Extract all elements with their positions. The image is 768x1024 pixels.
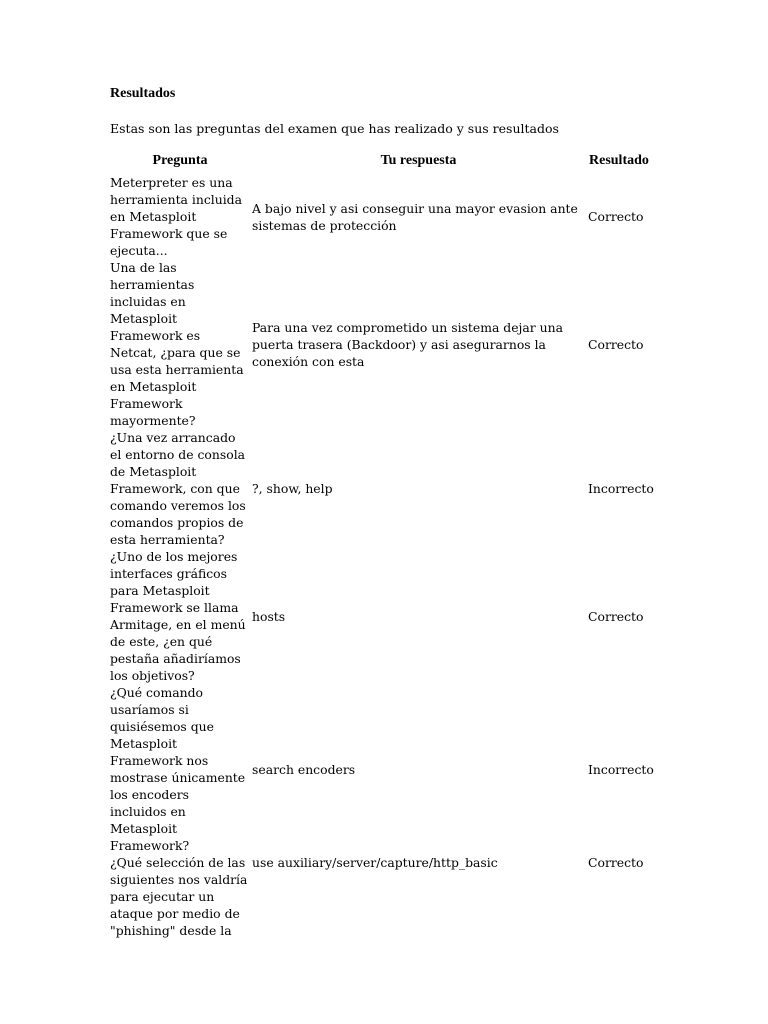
answer-cell: Para una vez comprometido un sistema dejar una puerta trasera (Backdoor) y asi asegurarnos la conexión con esta [252,319,563,369]
table-row [110,684,666,854]
answer-cell: hosts [252,608,286,624]
header-result: Resultado [589,153,649,168]
result-cell: Correcto [588,855,644,870]
question-cell: ¿Uno de los mejores interfaces gráficos para Metasploit Framework se llama Armitage, en el menú de este, ¿en qué pestaña añadiríamos los objetivos? [110,549,246,683]
question-cell: ¿Qué comando usaríamos si quisiésemos que Metasploit Framework nos mostrase únicamente los encoders incluidos en Metasploit Framework? [110,685,246,853]
table-row [110,259,666,429]
answer-cell: A bajo nivel y asi conseguir una mayor evasion ante sistemas de protección [252,200,578,233]
question-cell: Una de las herramientas incluidas en Metasploit Framework es Netcat, ¿para que se usa esta herramienta en Metasploit Framework mayormente? [110,260,244,428]
answer-cell: use auxiliary/server/capture/http_basic [252,855,498,870]
table-header-row [110,152,666,174]
table-row [110,174,666,259]
page-title: Resultados [110,86,176,101]
answer-cell: ?, show, help [252,481,333,496]
table-row [110,548,666,684]
question-cell: ¿Una vez arrancado el entorno de consola de Metasploit Framework, con que comando veremos los comandos propios de esta herramienta? [110,430,246,547]
header-answer: Tu respuesta [380,153,457,168]
question-cell: ¿Qué selección de las siguientes nos valdría para ejecutar un ataque por medio de "phishing" desde la [110,855,248,938]
result-cell: Incorrecto [588,481,654,496]
header-question: Pregunta [152,153,208,168]
result-cell: Incorrecto [588,761,654,777]
table-row [110,854,666,939]
result-cell: Correcto [588,336,644,352]
intro-text: Estas son las preguntas del examen que has realizado y sus resultados [110,121,559,136]
result-cell: Correcto [588,608,644,624]
results-page [110,84,670,939]
answer-cell: search encoders [252,761,356,777]
table-row [110,429,666,548]
question-cell: Meterpreter es una herramienta incluida en Metasploit Framework que se ejecuta... [110,175,242,258]
results-table [110,152,666,939]
result-cell: Correcto [588,209,644,224]
